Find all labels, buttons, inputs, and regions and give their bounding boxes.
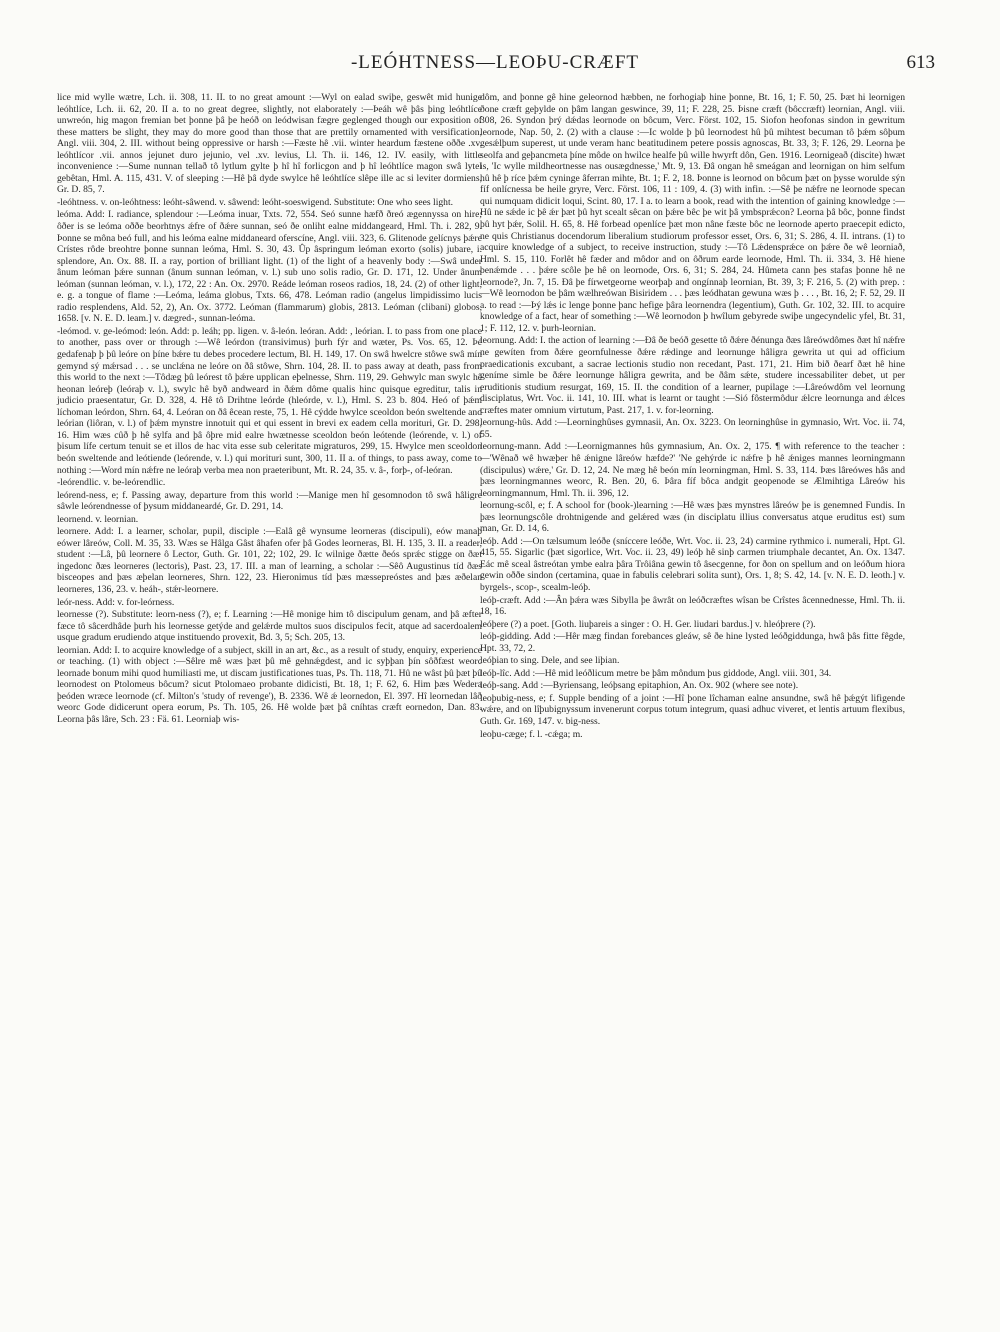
running-title: -LEÓHTNESS—LEOÞU-CRÆFT xyxy=(350,52,639,73)
page-header xyxy=(55,50,935,80)
entry-paragraph: leornung. Add: I. the action of learning :—Ðâ ðe beóð gesette tô ðǽre ðénunga ðæs lâreówdômes ðæt hî nǽfre ne gewíten from ðǽre geornfulnesse ðǽre rǽdinge and leornunge hâligra gewrita ut qui ad officium praedicationis excubant, a sacrae lectionis studio non recedant, Past. 171, 21. Him bið ðearf ðæt hê hine geníme simle be ðǽre leornunge hâligra gewrita, and be ðâm sǽte, studere incessabiliter debet, ut per eruditionis studium resurgat, 169, 15. II. the condition of a learner, pupilage :—Lâreówdôm vel leornung disciplatus, Wrt. Voc. ii. 141, 10. III. what is learnt or taught :—Sió fôstermôdur ǽlcre leornunga and ǽlces cræftes mater omnium virtutum, Past. 217, 1. v. for-leorning. xyxy=(480,335,905,416)
entry-paragraph: leornesse (?). Substitute: leorn-ness (?), e; f. Learning :—Hê monige him tô discipulum genam, and þâ æfter fæce tô sâcerdhâde þurh his leornesse getýde and gelǽrde multos suos discipulos fecit, atque ad sacerdoalem usque gradum erudiendo atque instituendo provexit, Bd. 3, 5; Sch. 205, 13. xyxy=(57,609,482,644)
left-column xyxy=(57,92,482,726)
entry-paragraph: leóþ-sang. Add :—Byriensang, leóþsang epitaphion, An. Ox. 902 (where see note). xyxy=(480,680,799,692)
entry-paragraph: -leómod. v. ge-leómod: león. Add: p. leáh; pp. ligen. v. â-león. leóran. Add: , leórian. I. to pass from one place to another, pass over or through :—Wê leórdon (transivimus) þurh fýr and wæter, Ps. Vos. 65, 12. Þé gedafenaþ þ þû leóre on þíne bǽre tu debes procedere lectum, Bl. H. 149, 17. On swâ hwelcre stôwe swâ mín gemynd sý mǽrsad . . . se unclǽna ne leóre on ðâ stôwe, Shrn. 104, 28. II. to pass away at death, pass from this world to the next :—Tôdæg þû leórest tô þǽre upplican eþelnesse, Shrn. 119, 29. Gehwylc man swylc hê heonan leóreþ (leóraþ v. l.), swylc hê byð andweard in ðǽm dôme qualis hinc quisque egreditur, talis in judicio praesentatur, Gr. D. 328, 4. Hê tô Drihtne leórde (hleórde, v. l.), Hml. S. 23 b. 804. Heó of þǽm líchoman leórdon, Shrn. 64, 4. Leóran on ðâ êcean reste, 75, 1. Hê cýdde hwylce sceoldon beón sweltende and leórian (liôran, v. l.) of þǽm mynstre innotuit qui et qui essent in brevi ex eadem cella morituri, Gr. D. 298, 16. Him wæs cûð þ hê sylfa and þâ ôþre mid ealre hwætnesse sceoldon beón leótende (leórende, v. l.) of þisum lífe certum tenuit se et illos de hac vita esse sub celeritate migraturos, 299, 15. Hwylce men sceoldon beón sweltende and leótiende (leórende, v. l.) qui morituri sunt, 300, 11. II a. of things, to pass away, come to nothing :—Word mín nǽfre ne leóraþ verba mea non praeteribunt, Mt. R. 24, 35. v. â-, forþ-, of-leóran. xyxy=(57,325,482,476)
entry-paragraph: dôm, and þonne gê hine geleornod hæbben, ne forhogiaþ hine þonne, Bt. 16, 1; F. 50, 25. Þæt hi leornigen ðone cræft geþylde on þâm langan geswince, 39, 11; F. 228, 25. Þisne cræft (bôccræft) leornian, Angl. viii. 308, 26. Syndon þrý dǽdas leornode on bôcum, Verc. Först. 102, 15. Siofon heofonas sindon in gewritum leornode, Nap. 50, 2. (2) with a clause :—Ic wolde þ þû leornodest hû þû mihtest becuman tô þǽm sôþum gesǽlþum superest, ut unde veram hanc beatitudinem petere possis agnoscas, Bt. 33, 3; F. 126, 29. Leorna þe seolfa and geþancmeta þíne môde on hwilce healfe þû wille hwyrft dôn, Gen. 1916. Leornigeað (discite) hwæt is, 'Ic wylle mildheortnesse nas ousægdnesse,' Mt. 9, 13. Ðâ ongan hê smeágan and leornigan on him selfum hû hê þ ríce þǽm cyninge âferran mihte, Bt. 1; F. 2, 18. Þonne is leornod on bôcum þæt on þysse worulde sýn fíf onlícnessa be heile gryre, Verc. Först. 106, 11 : 109, 4. (3) with infin. :—Sê þe nǽfre ne leornode specan qui numquam didicit loqui, Scint. 80, 17. I a. to learn a book, read with the intention of gaining knowledge :—Hû ne sǽde ic þê ǽr þæt þû hyt scealt sêcan on þǽre bêc þe wit þâ ymbsprǽcon? Leorna þâ bôc, þonne findst þû hyt þǽr, Solil. H. 65, 8. Hê forbead openlíce þæt mon nâne fæste bôc ne leornode aperto praecepit edicto, ne quis Christianus docendorum liberalium studiorum professor esset, Ors. 6, 31; S. 286, 4. II. intrans. (1) to acquire knowledge of a subject, to receive instruction, study :—Tô Lǽdensprǽce on þǽre ðe wê leorniað, Hml. S. 15, 110. Forlêt hê fæder and môdor and on ôðrum earde leornode, Hml. Th. ii. 334, 3. Hê hiene benǽmde . . . þǽre scôle þe hê on leornode, Ors. 6, 31; S. 284, 24. Hûmeta cann þes stafas þonne hê ne leornode?, Jn. 7, 15. Ðâ þe fírwetgeorne weorþaþ and ongínnaþ leornian, Bt. 39, 3; F. 216, 5. (2) with prep. :—Wê leornodon be þâm wælhreówan Bisiridem . . . þæs leódhatan gewuna wæs þ . . . , Bt. 16, 2; F. 52, 29. II a. to read :—Þý lǽs ic lenge þonne þanc hefige þâra leornendra (legentium), Guth. Gr. 102, 32. III. to acquire knowledge of a fact, hear of something :—Wê leornodon þ hwîlum gebyrede swiþe ungecyndelic yfel, Bt. 31, 1; F. 112, 12. v. þurh-leornian. xyxy=(480,92,905,334)
entry-paragraph: leóþere (?) a poet. [Goth. liuþareis a singer : O. H. Ger. liudari bardus.] v. hleóþrere (?). xyxy=(480,618,816,630)
entry-paragraph: -leórendlic. v. be-leórendlic. xyxy=(57,477,166,489)
entry-paragraph: leór-ness. Add: v. for-leórness. xyxy=(57,596,175,608)
entry-paragraph: leoþubig-ness, e; f. Supple bending of a joint :—Hî þone lîchaman ealne ansundne, swâ hê þǽgýt lifigende wǽre, and on lîþubignyssum invenerunt corpus totum integrum, quasi adhuc viveret, et lentis artuum flexibus, Guth. Gr. 169, 147. v. big-ness. xyxy=(480,692,905,727)
entry-paragraph: leornung-hûs. Add :—Leorninghûses gymnasii, An. Ox. 3223. On leorninghûse in gymnasio, Wrt. Voc. ii. 74, 55. xyxy=(480,417,905,440)
entry-paragraph: leornung-scôl, e; f. A school for (book-)learning :—Hê wæs þæs mynstres lâreów þe is genemned Fundis. In þæs leornungscôle drohtnigende and gelǽred wæs (in disciplatu illius conversatus atque eruditus est) sum man, Gr. D. 14, 6. xyxy=(480,500,905,535)
entry-paragraph: leóþ-gidding. Add :—Hêr mæg findan forebances gleáw, sê ðe hine lysted leóðgiddunga, hwâ þâs fitte fêgde, Hpt. 33, 72, 2. xyxy=(480,631,905,654)
page-number: 613 xyxy=(906,52,935,73)
entry-paragraph: leornian. Add: I. to acquire knowledge of a subject, skill in an art, &c., as a result of study, enquiry, experience or teaching. (1) with object :—Sêlre mê wæs þæt þû mê gehnǽgdest, and ic syþþan þín sôðfæst weorc leornade bonum mihi quod humiliasti me, ut discam justificationes tuas, Ps. Th. 118, 71. Hû ne wâst þû þæt þû leornodest on Ptolomeus bôcum? sicut Ptolomaeo probante didicisti, Bt. 18, 1; F. 62, 6. Him þæs Wedera þeóden wræce leornode (cf. Milton's 'study of revenge'), B. 2336. Wê ǽ leornedon, El. 397. Hî leornedan lâð weorc Gode didicerunt opera eorum, Ps. Th. 105, 26. Hê wolde þæt þâ cníhtas cræft eornedon, Dan. 83. Leorna þâs lâre, Sch. 23 : Fä. 61. Leorniaþ wis- xyxy=(57,644,483,725)
entry-paragraph: leórend-ness, e; f. Passing away, departure from this world :—Manige men hî gesomnodon tô swâ hâligre sâwle leórendnesse of þysum middaneardé, Gr. D. 291, 14. xyxy=(57,489,482,513)
entry-paragraph: leóþ. Add :—On tælsumum leóðe (sníccere leóðe, Wrt. Voc. ii. 23, 24) carmine rythmico i. numerali, Hpt. Gl. 415, 55. Sigarlic (þæt sigorlice, Wrt. Voc. ii. 23, 49) leóþ hê sinþ carmen triumphale decantet, An. Ox. 1347. Eác mê sceal âstreótan ymbe ealra þâra Trôiâna gewin tô âsecgenne, for ðon on spellum and on leóðum hiora gewin oððe sindon (certamina, quae in fabulis celebrari solita sunt), Ors. 1, 8; S. 42, 14. [v. N. E. D. leoth.] v. byrgels-, scop-, scealm-leóþ. xyxy=(480,535,905,593)
entry-paragraph: leóþ-cræft. Add :—Ân þǽra wæs Sibylla þe âwrât on leóðcræftes wîsan be Crîstes âcennednesse, Hml. Th. ii. 18, 16. xyxy=(480,594,905,618)
entry-paragraph: -leóhtness. v. on-leóhtness: leóht-sâwend. v. sâwend: leóht-soeswigend. Substitute: One who sees light. xyxy=(57,196,454,208)
entry-paragraph: leornend. v. leornian. xyxy=(57,513,139,525)
entry-paragraph: leoþu-cæge; f. l. -cǽga; m. xyxy=(480,728,583,740)
entry-paragraph: leornung-mann. Add :—Leornigmannes hûs gymnasium, An. Ox. 2, 175. ¶ with reference to the teacher :—'Wênað wê hwæþer hê ǽnigne lâreów hæfde?' 'Ne gehýrde ic nǽfre þ hê ǽniges mannes leorningmann (discipulus) wǽre,' Gr. D. 12, 24. Ne mæg hê beón mín leorningman, Hml. S. 33, 114. Þæs lâreówes hâs and þæs leorningmannes weorc, R. Ben. 20, 6. Þâra fíf bôca andgit geopenode se Ælmihtiga Lâreów his leorningmannum, Hml. Th. ii. 396, 12. xyxy=(480,441,905,499)
entry-paragraph: leornere. Add: I. a learner, scholar, pupil, disciple :—Ealâ gê wynsume leorneras (discipuli), eów manaþ eówer lâreów, Coll. M. 35, 33. Wæs se Hâlga Gâst âhafen ofer þâ Godes leorneras, Bl. H. 135, 3. II. a reader, student :—Lâ, þû leornere ô Lector, Guth. Gr. 101, 22; 102, 29. Ic wilnige ðætte ðeós sprǽc stigge on ðæt ingedonc ðæs leorneres (lectoris), Past. 23, 17. III. a man of learning, a scholar :—Sêô Augustinus tíd ðæs bisceopes and þæs æþelan leorneres, Shrn. 122, 23. Hieronimus tíd þæs mæssepreóstes and þæs æðelan leorneres, 136, 23. v. heáh-, stǽr-leornere. xyxy=(57,526,482,595)
entry-paragraph: leóma. Add: I. radiance, splendour :—Leóma inuar, Txts. 72, 554. Seó sunne hæfð ðreó ægennyssa on hire; ôðer is se leóma oððe beorhtnys ǽfre of ðǽre sunnan, seó ðe onliht ealne middangeard, Hml. Th. i. 282, 9. Þonne se môna beó full, and his leóma ealne middaneard oferscíne, Angl. viii. 323, 6. Glitenode gelícnys þǽre Crístes rôde breohtre þonne sunnan leóma, Hml. S. 30, 43. Ûp âspringum leóman exorto (solis) jubare, i. splendore, An. Ox. 88. II. a ray, portion of brilliant light. (1) of the light of a heavenly body :—Swâ under ânum leóman þǽre sunnan (ânum sunnan leóman, v. l.) sub uno solis radio, Gr. D. 171, 12. Under ânum leóman (sunnan leóman, v. l.), 172, 22 : An. Ox. 2970. Reáde leóman roseos radios, 18, 24. (2) of other light, e. g. a tongue of flame :—Leóma, leáma globus, Txts. 66, 478. Leóman radio (angelus limpidissimo lucis radio resplendens, Ald. 52, 2), An. Ox. 3772. Leóman (flammarum) globis, 2813. Leóman (clibani) globos, 1658. [v. N. E. D. leam.] v. dægred-, sunnan-leóma. xyxy=(57,209,482,325)
entry-paragraph: leóþ-lîc. Add :—Hê mid leóðlicum metre be þâm môndum þus giddode, Angl. viii. 301, 34. xyxy=(480,667,832,679)
right-column xyxy=(480,92,905,740)
entry-paragraph: leóþian to sing. Dele, and see liþian. xyxy=(480,655,620,667)
entry-paragraph: lice mid wylle wætre, Lch. ii. 308, 11. II. to no great amount :—Wyl on ealad swiþe, geswêt mid hunige leóhtlíce, Lch. ii. 62, 20. II a. to no great degree, slightly, not elaborately :—Þeáh wê þâs þing leóhtlíce unwreón, hig magon fremian bet þonne þâ þe heóð on leódwisan fægre geglenged though our exposition of these matters be slight, they may do more good than those that are prettily ornamented with versification, Angl. viii. 304, 2. III. without being oppressive or harsh :—Fæste hê .vii. winter heardum fæstene oððe .xv. leóhtlícor .vii. annos jejunet duro jejunio, vel .xv. levius, Ll. Th. ii. 146, 12. IV. easily, with little inconvenience :—Sume nunnan tellað tô lytlum gylte þ hî hî forlicgon and þ hî leóhtlíce magon swâ lytel gebêtan, Hml. A. 115, 431. V. of sleeping :—Hê þâ dyde swylce hê leóhtlíce slêpe ille ac si leviter dormiens, Gr. D. 85, 7. xyxy=(57,92,482,196)
